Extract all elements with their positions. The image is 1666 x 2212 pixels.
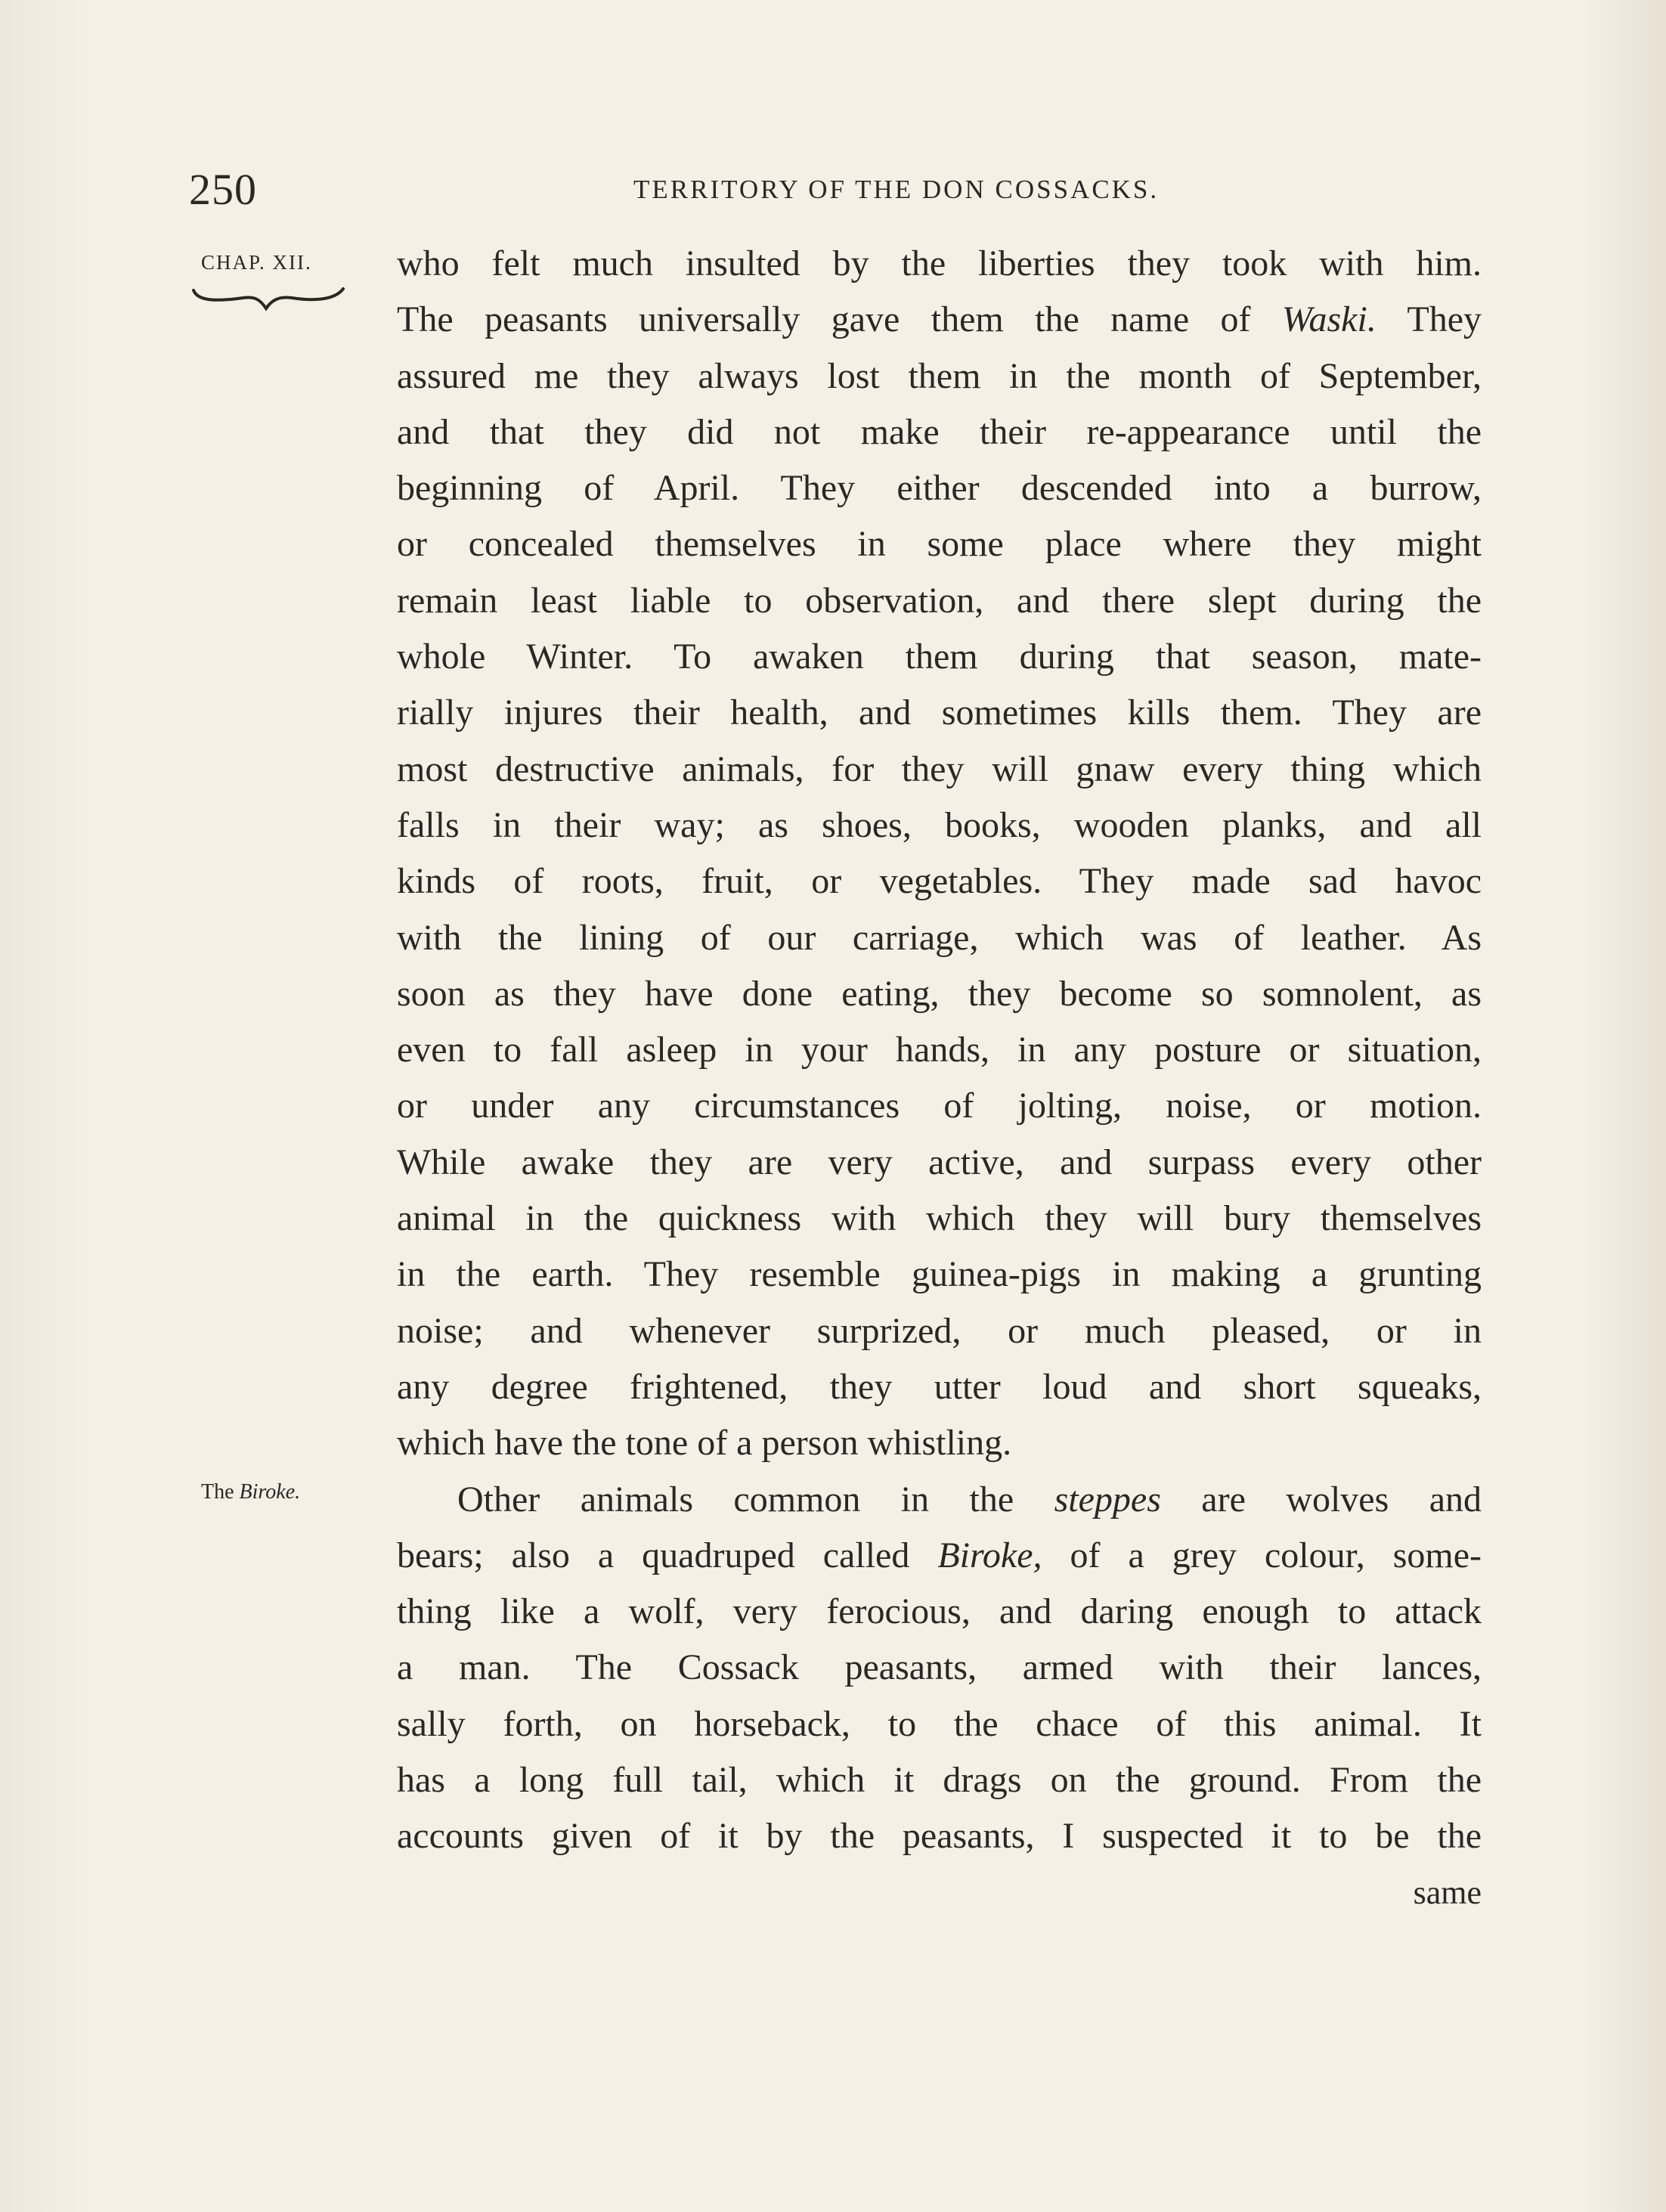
text-line-6: or concealed themselves in some place where they might	[397, 524, 1482, 565]
text-line-2: The peasants universally gave them the name of Waski. They	[397, 299, 1482, 340]
text-line-21: any degree frightened, they utter loud and short squeaks,	[397, 1366, 1482, 1407]
text-line-9: rially injures their health, and sometimes kills them. They are	[397, 692, 1482, 733]
text-line-24: bears; also a quadruped called Biroke, of a grey colour, some-	[397, 1535, 1482, 1575]
text-line-23: Other animals common in the steppes are wolves and	[457, 1479, 1482, 1520]
text-line-14: soon as they have done eating, they become so somnolent, as	[397, 973, 1482, 1014]
text-line-8: whole Winter. To awaken them during that season, mate-	[397, 637, 1482, 677]
text-line-4: and that they did not make their re-appearance until the	[397, 411, 1482, 452]
text-line-3: assured me they always lost them in the month of September,	[397, 355, 1482, 396]
text-line-22: which have the tone of a person whistling.	[397, 1423, 1012, 1464]
text-line-11: falls in their way; as shoes, books, wooden planks, and all	[397, 804, 1482, 845]
running-title: TERRITORY OF THE DON COSSACKS.	[633, 175, 1160, 204]
text-line-27: sally forth, on horseback, to the chace of this animal. It	[397, 1703, 1482, 1744]
margin-chapter-label: CHAP. XII.	[201, 251, 312, 274]
text-line-25: thing like a wolf, very ferocious, and daring enough to attack	[397, 1591, 1482, 1632]
text-line-15: even to fall asleep in your hands, in any posture or situation,	[397, 1030, 1482, 1070]
text-line-10: most destructive animals, for they will gnaw every thing which	[397, 748, 1482, 789]
margin-note-italic: Biroke.	[239, 1480, 301, 1504]
margin-note-prefix: The	[201, 1480, 234, 1504]
text-line-29: accounts given of it by the peasants, I suspected it to be the	[397, 1816, 1482, 1857]
text-line-26: a man. The Cossack peasants, armed with their lances,	[397, 1647, 1482, 1688]
text-line-28: has a long full tail, which it drags on the ground. From the	[397, 1760, 1482, 1801]
text-line-12: kinds of roots, fruit, or vegetables. They made sad havoc	[397, 861, 1482, 902]
text-line-16: or under any circumstances of jolting, noise, or motion.	[397, 1086, 1482, 1126]
text-line-17: While awake they are very active, and surpass every other	[397, 1142, 1482, 1182]
text-line-18: animal in the quickness with which they will bury themselves	[397, 1198, 1482, 1239]
text-line-19: in the earth. They resemble guinea-pigs in making a grunting	[397, 1254, 1482, 1295]
text-line-20: noise; and whenever surprized, or much pleased, or in	[397, 1310, 1482, 1351]
margin-note-biroke	[201, 1480, 300, 1504]
catchword: same	[1413, 1874, 1482, 1911]
text-line-7: remain least liable to observation, and there slept during the	[397, 580, 1482, 621]
decorative-brace-icon	[190, 286, 346, 316]
page-number: 250	[189, 165, 257, 214]
text-line-1: who felt much insulted by the liberties they took with him.	[397, 243, 1482, 283]
text-line-5: beginning of April. They either descended into a burrow,	[397, 468, 1482, 509]
text-line-13: with the lining of our carriage, which was of leather. As	[397, 917, 1482, 958]
body-text	[397, 236, 1482, 1865]
